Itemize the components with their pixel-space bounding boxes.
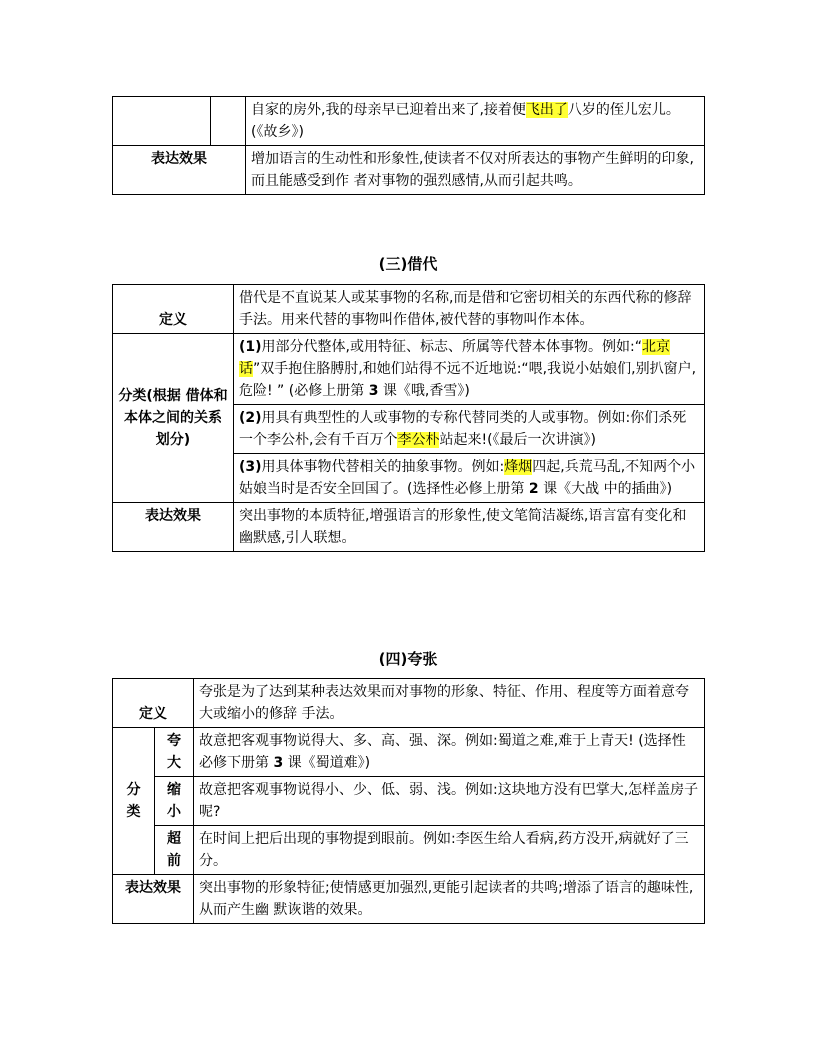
- table-row: [113, 285, 705, 334]
- sub-label: 超前: [155, 826, 194, 875]
- definition-label: 定义: [113, 679, 194, 728]
- sub-text: 故意把客观事物说得小、少、低、弱、浅。例如:这块地方没有巴掌大,怎样盖房子呢?: [194, 777, 705, 826]
- effect-label: 表达效果: [113, 146, 246, 195]
- item-number: (3): [239, 459, 262, 475]
- table-row: [113, 777, 705, 826]
- table-row: [113, 826, 705, 875]
- highlighted-text: 北京话: [239, 339, 670, 377]
- section-heading: (四)夸张: [378, 650, 438, 668]
- table-row: [113, 146, 705, 195]
- highlighted-text: 烽烟: [504, 459, 533, 475]
- category-item: [234, 454, 705, 503]
- item-text: 四起,兵荒马乱,不知两个小姑娘当时是否安全回国了。(选择性必修上册第: [239, 459, 696, 497]
- section-heading: (三)借代: [378, 255, 438, 273]
- table-row: [113, 728, 705, 777]
- item-number: (2): [239, 410, 262, 426]
- item-text: 用具体事物代替相关的抽象事物。例如:: [261, 459, 505, 475]
- effect-text: 突出事物的本质特征,增强语言的形象性,使文笔简洁凝练,语言富有变化和幽默感,引人联想。: [234, 503, 705, 552]
- category-item: [234, 334, 705, 405]
- effect-text: 突出事物的形象特征;使情感更加强烈,更能引起读者的共鸣;增添了语言的趣味性,从而产生幽 默诙谐的效果。: [194, 875, 705, 924]
- item-text: ”双手抱住胳膊肘,和她们站得不远不近地说:“喂,我说小姑娘们,别扒窗户,危险! ” (必修上册第: [239, 361, 697, 399]
- sub-label: 缩小: [155, 777, 194, 826]
- category-label: 分类(根据 借体和本体之间的关系 划分): [113, 334, 234, 503]
- table-row: [113, 334, 705, 405]
- item-number: (1): [239, 339, 262, 355]
- highlighted-text: 飞出了: [525, 102, 568, 118]
- item-text: 故意把客观事物说得大、多、高、强、深。例如:蜀道之难,难于上青天! (选择性必修下册第: [199, 733, 686, 771]
- sub-text: 在时间上把后出现的事物提到眼前。例如:李医生给人看病,药方没开,病就好了三分。: [194, 826, 705, 875]
- highlighted-text: 李公朴: [397, 432, 440, 448]
- item-text: 课《蜀道难》): [287, 755, 371, 771]
- item-text: 课《大战 中的插曲》): [543, 481, 673, 497]
- table-row: [113, 503, 705, 552]
- item-text: 课《哦,香雪》): [382, 383, 470, 399]
- item-text: 用部分代整体,或用特征、标志、所属等代替本体事物。例如:“: [261, 339, 642, 355]
- definition-label: 定义: [113, 285, 234, 334]
- example-text: 八岁的侄儿宏儿。(《故乡》): [251, 102, 680, 140]
- example-cell: [246, 97, 705, 146]
- category-label: 分类: [113, 728, 155, 875]
- category-item: [234, 405, 705, 454]
- table-row: [113, 97, 705, 146]
- item-text: 站起来!(《最后一次讲演》): [439, 432, 596, 448]
- item-text: 用具有典型性的人或事物的专称代替同类的人或事物。例如:你们杀死一个李公朴,会有千百万个: [239, 410, 687, 448]
- example-text: 自家的房外,我的母亲早已迎着出来了,接着便: [251, 102, 526, 118]
- table-hyperbole: [112, 678, 705, 924]
- sub-text: [194, 728, 705, 777]
- table-row: [113, 875, 705, 924]
- table-metonymy: [112, 284, 705, 552]
- definition-text: 夸张是为了达到某种表达效果而对事物的形象、特征、作用、程度等方面着意夸大或缩小的修辞 手法。: [194, 679, 705, 728]
- lesson-number: 2: [528, 481, 539, 497]
- table-row: [113, 679, 705, 728]
- effect-label: 表达效果: [113, 503, 234, 552]
- lesson-number: 3: [368, 383, 379, 399]
- lesson-number: 3: [273, 755, 284, 771]
- table-continuation: [112, 96, 705, 195]
- empty-cell: [113, 97, 211, 146]
- effect-text: 增加语言的生动性和形象性,使读者不仅对所表达的事物产生鲜明的印象,而且能感受到作 者对事物的强烈感情,从而引起共鸣。: [246, 146, 705, 195]
- definition-text: 借代是不直说某人或某事物的名称,而是借和它密切相关的东西代称的修辞手法。用来代替的事物叫作借体,被代替的事物叫作本体。: [234, 285, 705, 334]
- effect-label: 表达效果: [113, 875, 194, 924]
- sub-label: 夸大: [155, 728, 194, 777]
- empty-cell: [211, 97, 246, 146]
